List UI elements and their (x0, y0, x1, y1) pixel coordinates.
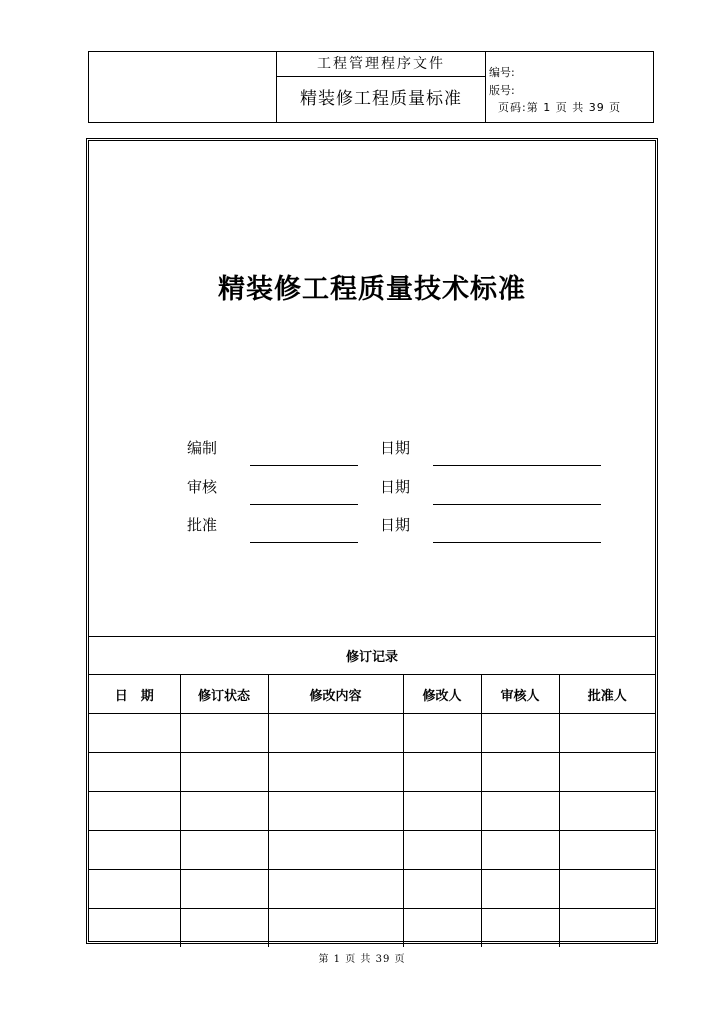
document-header (88, 51, 654, 123)
sign-role-review: 审核 (187, 478, 218, 496)
page-footer: 第 1 页 共 39 页 (318, 954, 406, 965)
col-approver: 批准人 (559, 675, 655, 714)
header-code-label: 编号: (489, 66, 515, 79)
revision-caption: 修订记录 (89, 637, 655, 675)
revision-header-row (89, 675, 655, 714)
logo-cell (89, 52, 277, 122)
revision-table (89, 636, 655, 947)
col-reviewer: 审核人 (481, 675, 559, 714)
table-row (89, 753, 655, 792)
sign-role-approve: 批准 (187, 516, 218, 534)
table-row (89, 792, 655, 831)
header-title-cell (277, 52, 486, 122)
date-line-approve (433, 542, 601, 543)
sign-line-approve (250, 542, 358, 543)
col-status: 修订状态 (180, 675, 268, 714)
sign-date-label-approve: 日期 (380, 516, 411, 534)
date-line-review (433, 504, 601, 505)
sign-date-label-review: 日期 (380, 478, 411, 496)
sign-line-review (250, 504, 358, 505)
cover-frame (86, 138, 658, 944)
header-version-label: 版号: (489, 84, 515, 97)
document-title: 精装修工程质量技术标准 (218, 274, 526, 305)
table-row (89, 870, 655, 909)
header-doc-type: 工程管理程序文件 (277, 52, 485, 77)
header-meta-cell (486, 52, 653, 122)
table-row (89, 831, 655, 870)
col-content: 修改内容 (268, 675, 403, 714)
header-page-label: 页码:第 1 页 共 39 页 (498, 101, 622, 114)
header-doc-name: 精装修工程质量标准 (300, 89, 462, 109)
revision-caption-row (89, 637, 655, 675)
table-row (89, 909, 655, 948)
sign-line-prepare (250, 465, 358, 466)
col-modifier: 修改人 (403, 675, 481, 714)
date-line-prepare (433, 465, 601, 466)
sign-date-label-prepare: 日期 (380, 439, 411, 457)
table-row (89, 714, 655, 753)
col-date: 日 期 (89, 675, 180, 714)
sign-role-prepare: 编制 (187, 439, 218, 457)
